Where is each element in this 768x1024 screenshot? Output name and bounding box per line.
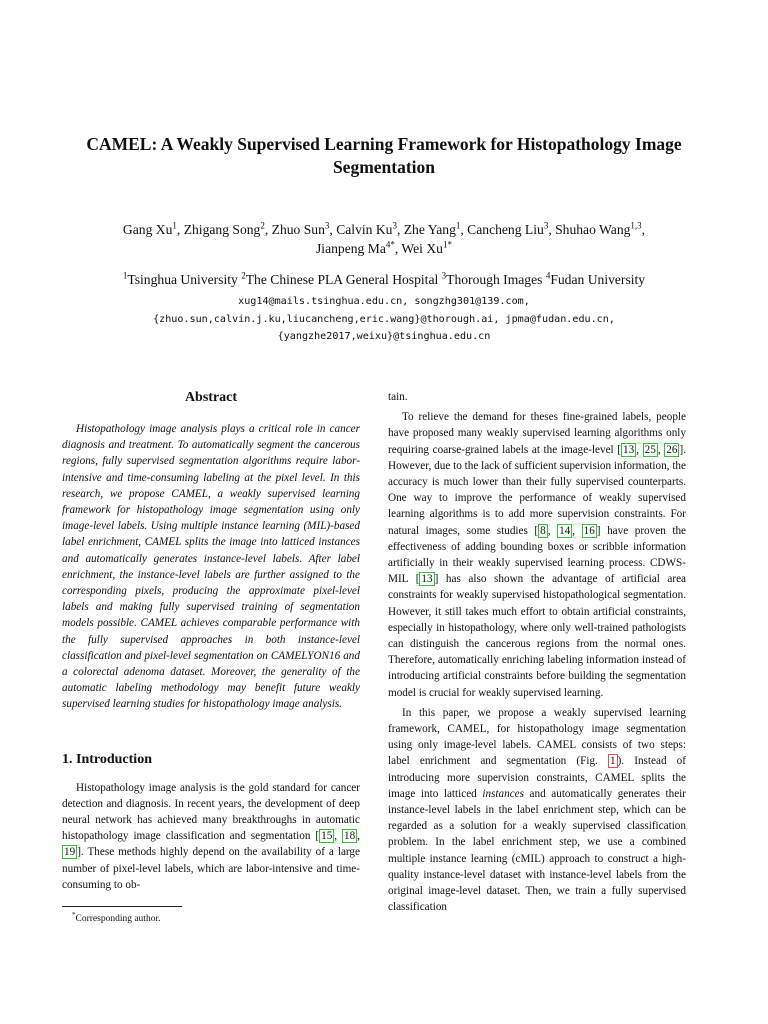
author-affil-mark: 1*: [442, 239, 452, 250]
author-affil-mark: 1: [172, 220, 177, 231]
intro-paragraph-1-continued: tain.: [388, 391, 408, 403]
citation-link[interactable]: 15: [321, 830, 333, 843]
emphasis-text: instances: [482, 787, 524, 800]
citation-link[interactable]: 16: [583, 524, 595, 537]
paragraph-text: . However, due to the lack of sufficient supervision information, the accuracy is much lower than their fully supervised counterparts. One way to improve the performance of weakly supervised learning algorithms is to add more supervision constraints. For natural images, some studies: [388, 443, 686, 537]
affiliations: [40, 271, 728, 289]
author-affil-mark: 3: [324, 220, 330, 231]
author-name: , Zhuo Sun: [264, 222, 325, 237]
author-list: [40, 220, 728, 258]
affil-mark: 2: [241, 270, 246, 281]
citation-link[interactable]: 26: [666, 443, 678, 456]
paragraph-text: In this paper, we propose a weakly supervised learning framework, CAMEL, for histopathology image segmentation using only image-level labels. CAMEL consists of two steps: label enrichment and segmentation (Fig.: [388, 706, 686, 768]
title-line-1: CAMEL: A Weakly Supervised Learning Framework for Histopathology Image: [86, 134, 682, 154]
title-line-2: Segmentation: [332, 157, 436, 177]
citation-link[interactable]: 8: [540, 524, 546, 537]
citation-link[interactable]: 13: [623, 443, 635, 456]
paragraph-text: has also shown the advantage of artificial area constraints for weakly supervised histopathological segmentation. However, it still takes much effort to obtain artificial constraints, especially in histopathology, where only well-trained pathologists can distinguish the cancerous regions from the normal ones. Therefore, automatically enriching labeling information instead of introducing artificial constraints before building the segmentation model is crucial for weakly supervised learning.: [388, 573, 687, 699]
citation-link[interactable]: 18: [344, 830, 356, 843]
email-line: xug14@mails.tsinghua.edu.cn, songzhg301@139.com,: [238, 296, 530, 307]
author-separator: ,: [641, 222, 646, 237]
author-name: , Wei Xu: [394, 241, 443, 256]
footnote-text: Corresponding author.: [75, 914, 161, 925]
paragraph-text: To relieve the demand for theses fine-grained labels, people have proposed many weakly supervised learning algorithms only requiring coarse-grained labels at the image-level: [388, 411, 686, 456]
email-block: [40, 293, 728, 346]
intro-paragraph-1: Histopathology image analysis is the gold standard for cancer detection and diagnosis. In recent years, the development of deep neural network has achieved many breakthroughs in automatic histopathology image classification and segmentation [ 15 , 18 , 19 ]. These methods highly depend on the availability of a large number of pixel-level labels, which are labor-intensive and time-consuming to ob-: [62, 781, 360, 891]
paragraph-text: . These methods highly depend on the availability of a large number of pixel-level labels, which are labor-intensive and time-consuming to ob-: [62, 846, 360, 891]
author-name: Gang Xu: [122, 222, 173, 237]
left-column: [62, 389, 360, 893]
affil-name: Fudan University: [550, 272, 646, 287]
citation-link[interactable]: 14: [559, 524, 571, 537]
intro-paragraph-2: To relieve the demand for theses fine-grained labels, people have proposed many weakly supervised learning algorithms only requiring coarse-grained labels at the image-level [ 13 , 25 , 26 ]. However, due to the lack of sufficient supervision information, the accuracy is much lower than their fully supervised counterparts. One way to improve the performance of weakly supervised learning algorithms is to add more supervision constraints. For natural images, some studies [ 8 , 14 , 16 ] have proven the effectiveness of adding bounding boxes or scribble information artificially in their weakly supervised learning process. CDWS-MIL [ 13 ] has also shown the advantage of artificial area constraints for weakly supervised histopathological segmentation. However, it still takes much effort to obtain artificial constraints, especially in histopathology, where only well-trained pathologists can distinguish the cancerous regions from the normal ones. Therefore, automatically enriching labeling information instead of introducing artificial constraints before building the segmentation model is crucial for weakly supervised learning.: [388, 411, 687, 699]
intro-paragraph-3: [388, 705, 686, 916]
paragraph-text: and automatically generates their instance-level labels in the label enrichment step, which can be regarded as a solution for a weakly supervised classification problem. In the label enrichment step, we use a combined multiple instance learning (cMIL) approach to construct a high-quality instance-level dataset with instance-level labels from the original image-level dataset. Then, we train a fully supervised classification: [388, 787, 686, 914]
email-line: {zhuo.sun,calvin.j.ku,liucancheng,eric.wang}@thorough.ai, jpma@fudan.edu.cn,: [153, 313, 615, 325]
author-name: , Zhe Yang: [396, 222, 456, 237]
author-line-1: [40, 220, 728, 239]
right-column: [388, 389, 686, 916]
abstract-heading: Abstract: [184, 390, 238, 405]
author-name: , Shuhao Wang: [548, 222, 631, 237]
affil-name: The Chinese PLA General Hospital: [245, 272, 442, 287]
citation-link[interactable]: 13: [421, 573, 433, 586]
author-name: Jianpeng Ma: [316, 241, 386, 256]
paragraph-text: ). Instead of introducing more supervision constraints, CAMEL splits the image into latticed: [388, 755, 686, 800]
author-affil-mark: 4*: [385, 239, 395, 250]
footnote-rule: [62, 906, 182, 907]
author-affil-mark: 3: [392, 220, 397, 231]
author-affil-mark: 1: [455, 220, 461, 231]
author-line-2: [40, 239, 728, 258]
figure-link[interactable]: 1: [609, 755, 616, 768]
footnote: [72, 909, 160, 925]
affil-mark: 4: [545, 270, 551, 281]
paragraph-text: Histopathology image analysis is the gold standard for cancer detection and diagnosis. In recent years, the development of deep neural network has achieved many breakthroughs in automatic histopathology image classification and segmentation: [62, 781, 360, 843]
abstract-text: Histopathology image analysis plays a critical role in cancer diagnosis and treatment. To automatically segment the cancerous regions, fully supervised segmentation algorithms require labor-intensive and time-consuming labeling at the pixel level. In this research, we propose CAMEL, a weakly supervised learning framework for histopathology image segmentation using only image-level labels. Using multiple instance learning (MIL)-based label enrichment, CAMEL splits the image into latticed instances and automatically generates instance-level labels. After label enrichment, the instance-level labels are further assigned to the corresponding pixels, producing the approximate pixel-level labels and making fully supervised training of segmentation models possible. CAMEL achieves comparable performance with the fully supervised approaches in both instance-level classification and pixel-level segmentation on CAMELYON16 and a colorectal adenoma dataset. Moreover, the generality of the automatic labeling methodology may benefit future weakly supervised learning studies for histopathology image analysis.: [62, 423, 360, 711]
citation-link[interactable]: 19: [64, 846, 76, 859]
author-affil-mark: 2: [260, 220, 265, 231]
author-affil-mark: 1,3: [630, 220, 642, 231]
affil-mark: 1: [122, 270, 128, 281]
affil-name: Thorough Images: [446, 272, 546, 287]
introduction-heading: 1. Introduction: [62, 751, 152, 767]
affil-mark: 3: [441, 270, 447, 281]
email-line: {yangzhe2017,weixu}@tsinghua.edu.cn: [277, 331, 491, 342]
author-name: , Zhigang Song: [176, 222, 261, 237]
paragraph-text: have proven the effectiveness of adding bounding boxes or scribble information artificially in their weakly supervised learning process. CDWS-MIL: [388, 524, 687, 586]
affil-name: Tsinghua University: [127, 272, 242, 287]
author-affil-mark: 3: [543, 220, 549, 231]
author-name: , Calvin Ku: [329, 222, 393, 237]
author-name: , Cancheng Liu: [460, 222, 544, 237]
paper-title: [40, 133, 728, 179]
citation-link[interactable]: 25: [644, 443, 656, 456]
footnote-mark: *: [72, 911, 76, 919]
